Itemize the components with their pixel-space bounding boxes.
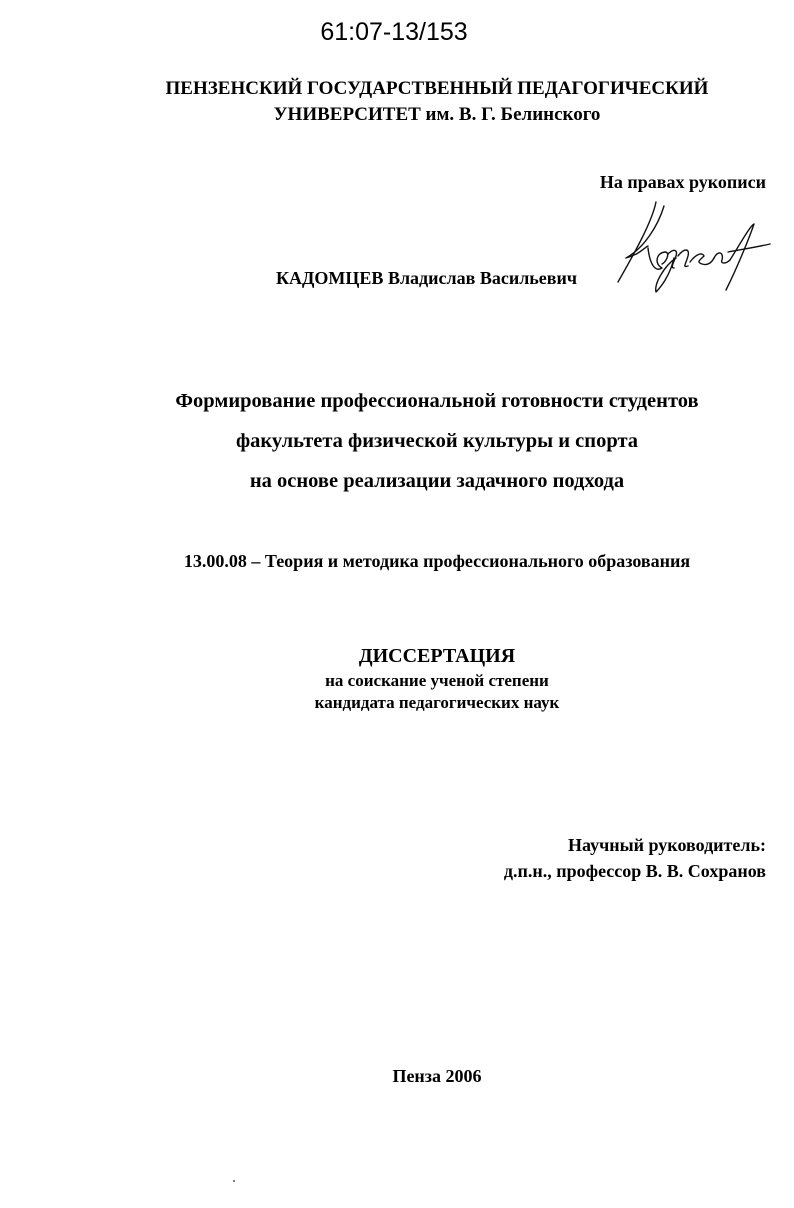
author-name: КАДОМЦЕВ Владислав Васильевич bbox=[276, 268, 578, 288]
catalog-number: 61:07-13/153 bbox=[320, 18, 468, 46]
author-signature bbox=[604, 196, 772, 296]
tick-mark bbox=[694, 80, 700, 86]
degree-line-2: кандидата педагогических наук bbox=[314, 693, 560, 712]
title-line-3: на основе реализации задачного подхода bbox=[249, 470, 625, 492]
title-line-1: Формирование профессиональной готовности студентов bbox=[175, 390, 699, 412]
supervisor-name: д.п.н., профессор В. В. Сохранов bbox=[503, 861, 766, 881]
supervisor-block bbox=[504, 832, 766, 884]
title-line-2: факультета физической культуры и спорта bbox=[235, 430, 639, 452]
place-year: Пенза 2006 bbox=[392, 1066, 482, 1086]
degree-statement bbox=[0, 670, 794, 714]
university-line-1: ПЕНЗЕНСКИЙ ГОСУДАРСТВЕННЫЙ ПЕДАГОГИЧЕСКИЙ bbox=[165, 78, 709, 99]
university-line-2: УНИВЕРСИТЕТ им. В. Г. Белинского bbox=[273, 104, 601, 125]
university-name bbox=[0, 76, 794, 128]
degree-line-1: на соискание ученой степени bbox=[325, 671, 549, 690]
dissertation-title bbox=[0, 381, 794, 501]
supervisor-label: Научный руководитель: bbox=[568, 835, 766, 855]
specialty-code: 13.00.08 – Теория и методика профессионального образования bbox=[183, 551, 691, 571]
manuscript-rights: На правах рукописи bbox=[599, 172, 766, 192]
document-type: ДИССЕРТАЦИЯ bbox=[358, 645, 516, 667]
scan-speck bbox=[233, 1180, 235, 1182]
